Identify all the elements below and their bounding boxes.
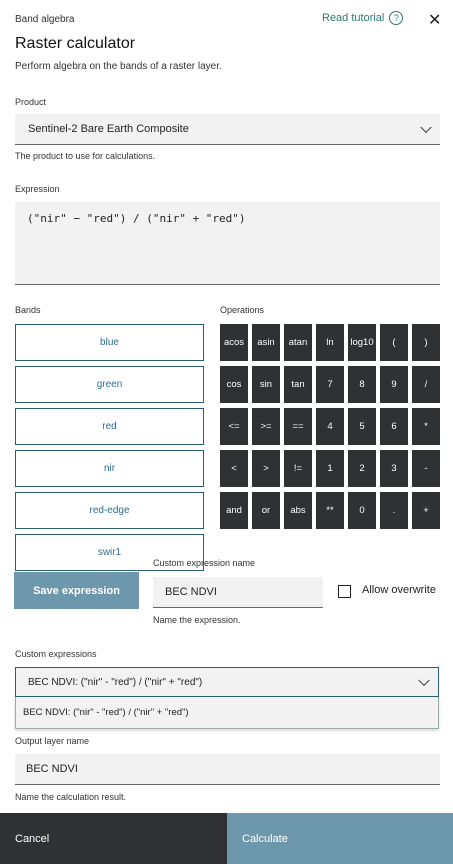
custom-expression-name-label: Custom expression name xyxy=(153,558,256,568)
footer-actions xyxy=(0,813,453,864)
op-button-9[interactable]: 9 xyxy=(380,366,408,403)
panel-subtitle: Band algebra xyxy=(15,14,75,25)
output-layer-name-input[interactable] xyxy=(15,754,440,785)
op-button-asin[interactable]: asin xyxy=(252,324,280,361)
allow-overwrite-label: Allow overwrite xyxy=(362,584,436,596)
band-button-green[interactable]: green xyxy=(15,366,204,403)
op-button-5[interactable]: 5 xyxy=(348,408,376,445)
operations-grid xyxy=(220,324,440,529)
close-icon[interactable]: ✕ xyxy=(428,12,442,29)
custom-expressions-selected-value: BEC NDVI: ("nir" - "red") / ("nir" + "red") xyxy=(28,676,203,688)
custom-expressions-select[interactable] xyxy=(15,667,439,697)
op-button-6[interactable]: 6 xyxy=(380,408,408,445)
read-tutorial-link[interactable] xyxy=(322,11,403,25)
description-text xyxy=(15,61,315,77)
custom-expression-name-value: BEC NDVI xyxy=(165,586,217,598)
op-button-less[interactable]: < xyxy=(220,450,248,487)
custom-expression-name-helper: Name the expression. xyxy=(153,615,241,625)
operations-label: Operations xyxy=(220,305,265,315)
expression-label: Expression xyxy=(15,184,60,194)
read-tutorial-label: Read tutorial xyxy=(322,12,385,24)
save-expression-button[interactable]: Save expression xyxy=(14,572,139,609)
op-button-divide[interactable]: / xyxy=(412,366,440,403)
op-button-tan[interactable]: tan xyxy=(284,366,312,403)
calculate-button[interactable]: Calculate xyxy=(227,813,453,864)
band-button-swir1[interactable]: swir1 xyxy=(15,534,204,571)
allow-overwrite-checkbox[interactable] xyxy=(338,585,351,598)
cancel-button[interactable]: Cancel xyxy=(0,813,227,864)
op-button-ln[interactable]: ln xyxy=(316,324,344,361)
op-button-minus[interactable]: - xyxy=(412,450,440,487)
op-button-equal[interactable]: == xyxy=(284,408,312,445)
bands-label: Bands xyxy=(15,305,41,315)
op-button-0[interactable]: 0 xyxy=(348,492,376,529)
op-button-acos[interactable]: acos xyxy=(220,324,248,361)
op-button-less-equal[interactable]: <= xyxy=(220,408,248,445)
product-label: Product xyxy=(15,97,47,107)
op-button-greater-equal[interactable]: >= xyxy=(252,408,280,445)
band-button-blue[interactable]: blue xyxy=(15,324,204,361)
expression-value: ("nir" − "red") / ("nir" + "red") xyxy=(27,212,246,225)
product-helper: The product to use for calculations. xyxy=(15,151,156,161)
op-button-2[interactable]: 2 xyxy=(348,450,376,487)
op-button-cos[interactable]: cos xyxy=(220,366,248,403)
op-button-close-paren[interactable]: ) xyxy=(412,324,440,361)
op-button-power[interactable]: ** xyxy=(316,492,344,529)
output-layer-name-value: BEC NDVI xyxy=(26,763,78,775)
op-button-plus[interactable]: + xyxy=(412,492,440,529)
product-select[interactable] xyxy=(15,114,440,145)
chevron-down-icon xyxy=(418,675,429,686)
product-select-value: Sentinel-2 Bare Earth Composite xyxy=(28,123,189,135)
band-button-red[interactable]: red xyxy=(15,408,204,445)
output-layer-helper: Name the calculation result. xyxy=(15,792,127,802)
custom-expression-name-input[interactable] xyxy=(153,577,323,608)
op-button-abs[interactable]: abs xyxy=(284,492,312,529)
expression-textarea[interactable] xyxy=(15,202,440,285)
op-button-sin[interactable]: sin xyxy=(252,366,280,403)
custom-expressions-option[interactable] xyxy=(15,697,439,729)
op-button-greater[interactable]: > xyxy=(252,450,280,487)
band-button-red-edge[interactable]: red-edge xyxy=(15,492,204,529)
panel-title: Raster calculator xyxy=(15,35,136,52)
op-button-8[interactable]: 8 xyxy=(348,366,376,403)
custom-expressions-label: Custom expressions xyxy=(15,649,97,659)
op-button-decimal[interactable]: . xyxy=(380,492,408,529)
chevron-down-icon xyxy=(420,122,431,133)
op-button-not-equal[interactable]: != xyxy=(284,450,312,487)
op-button-1[interactable]: 1 xyxy=(316,450,344,487)
band-button-nir[interactable]: nir xyxy=(15,450,204,487)
op-button-atan[interactable]: atan xyxy=(284,324,312,361)
op-button-3[interactable]: 3 xyxy=(380,450,408,487)
help-icon: ? xyxy=(389,11,403,25)
op-button-7[interactable]: 7 xyxy=(316,366,344,403)
band-list[interactable] xyxy=(15,324,205,558)
op-button-open-paren[interactable]: ( xyxy=(380,324,408,361)
description-text-content: Perform algebra on the bands of a raster layer. xyxy=(15,61,222,72)
op-button-multiply[interactable]: * xyxy=(412,408,440,445)
op-button-4[interactable]: 4 xyxy=(316,408,344,445)
op-button-log10[interactable]: log10 xyxy=(348,324,376,361)
custom-expressions-option-label: BEC NDVI: ("nir" - "red") / ("nir" + "red") xyxy=(23,707,189,718)
output-layer-label: Output layer name xyxy=(15,736,90,746)
op-button-and[interactable]: and xyxy=(220,492,248,529)
op-button-or[interactable]: or xyxy=(252,492,280,529)
